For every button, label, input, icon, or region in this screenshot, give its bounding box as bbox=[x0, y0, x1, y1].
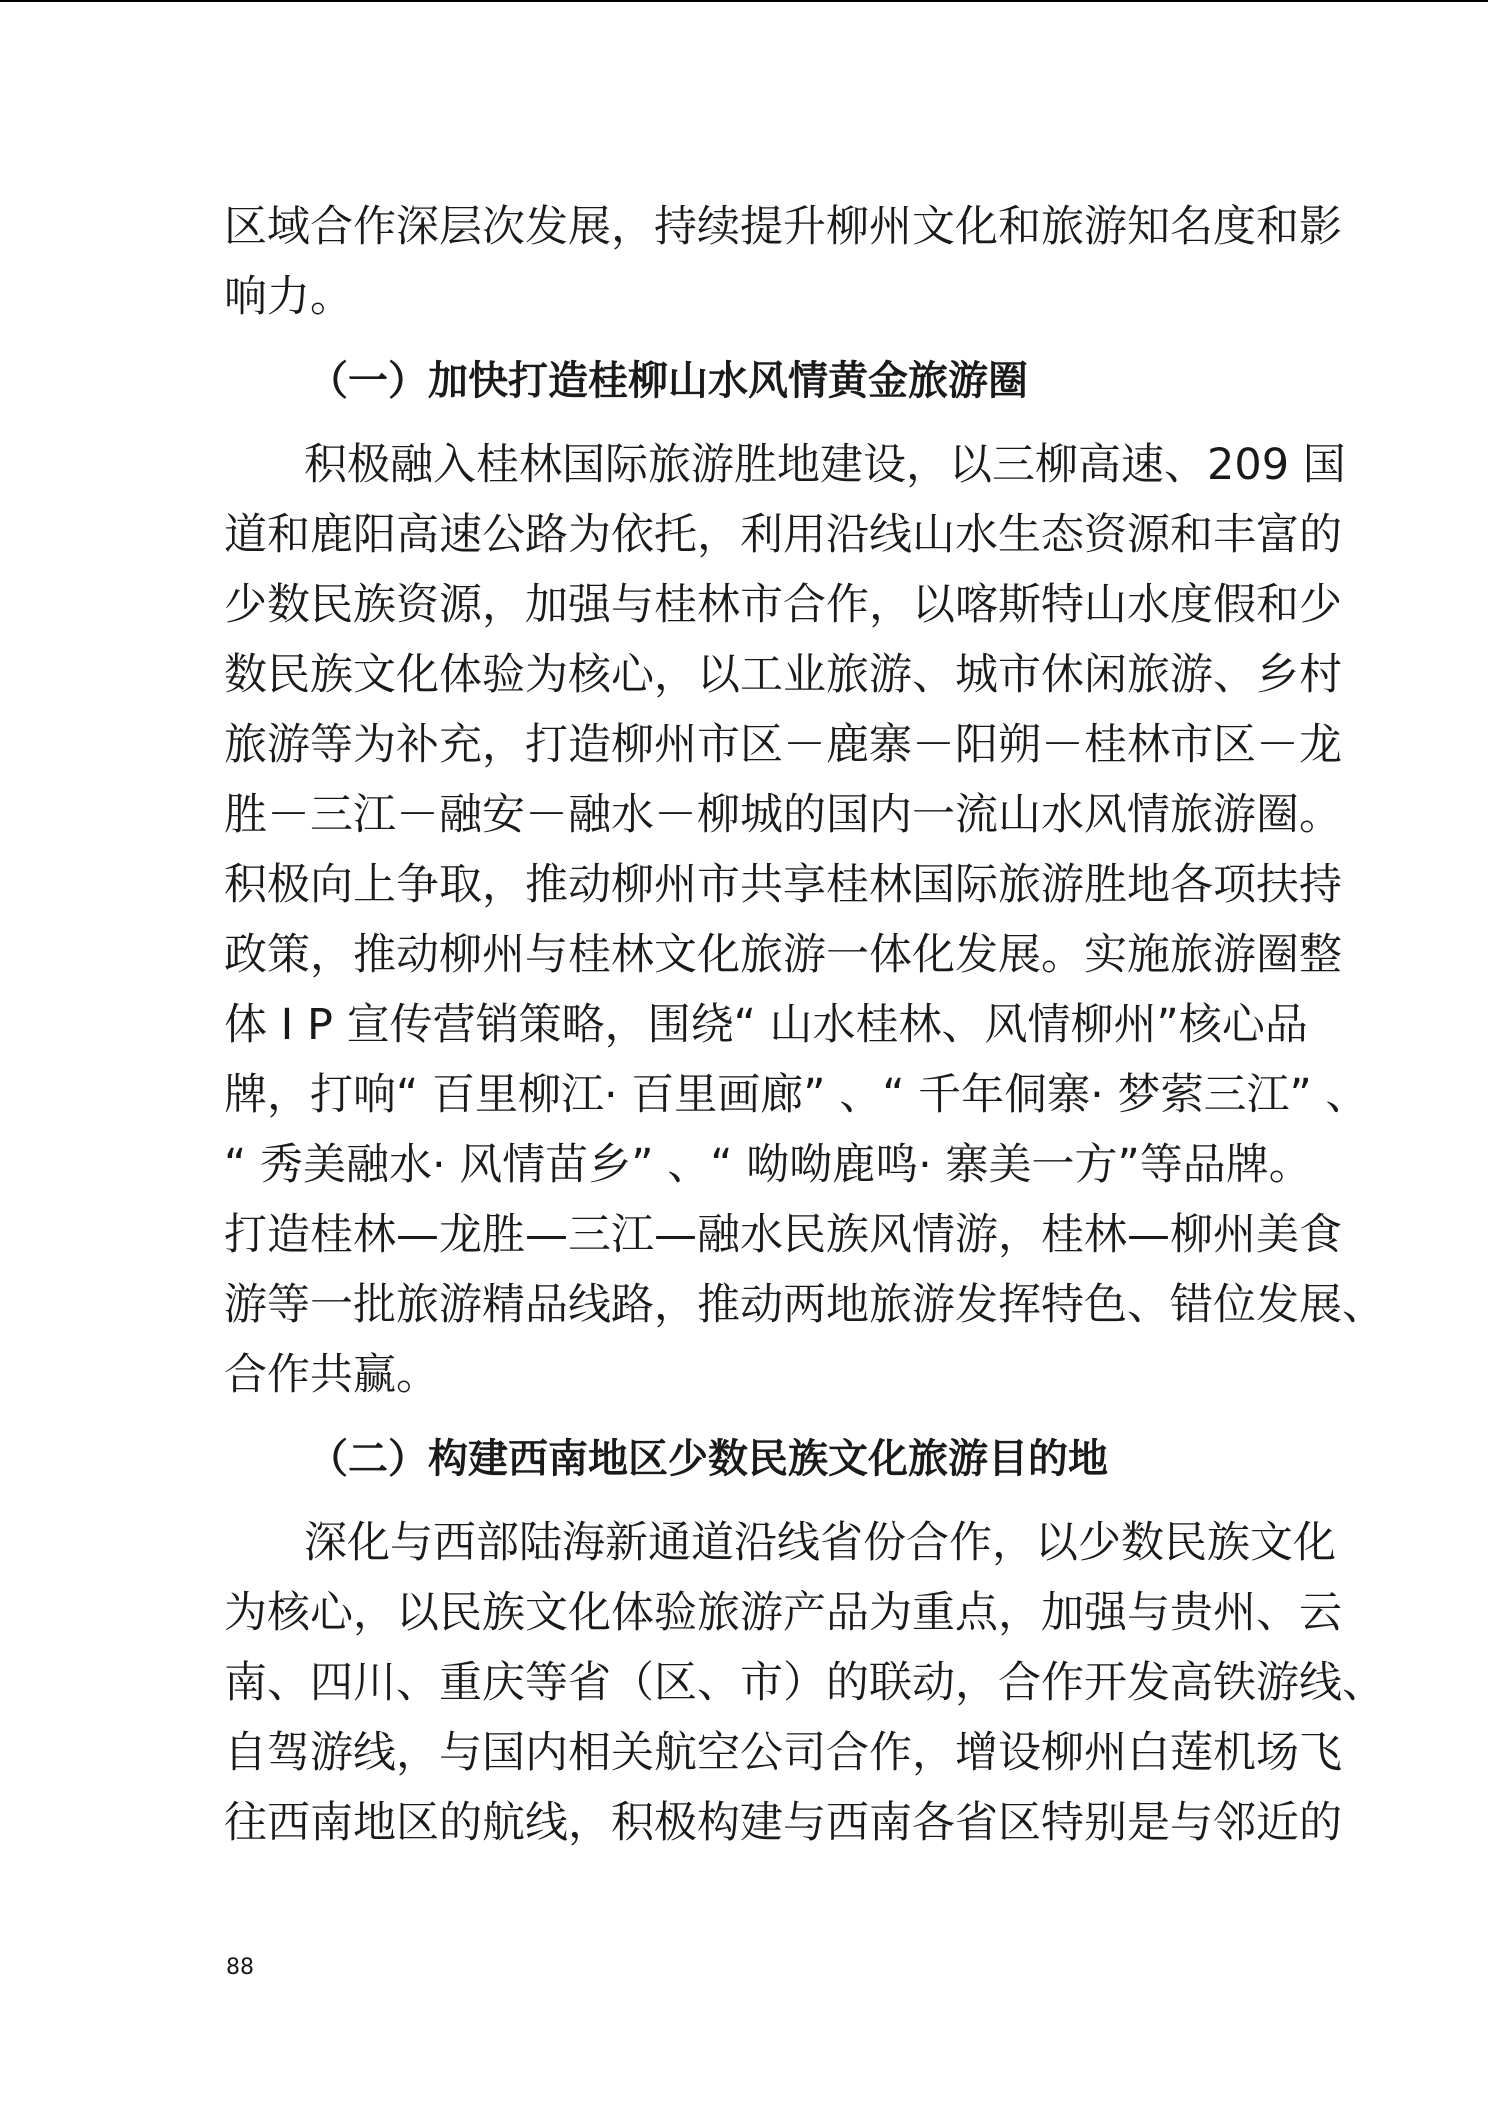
text-line: 区域合作深层次发展，持续提升柳州文化和旅游知名度和影 bbox=[224, 202, 1342, 252]
text-line: 旅游等为补充，打造柳州市区－鹿寨－阳朔－桂林市区－龙 bbox=[224, 720, 1342, 770]
page-body bbox=[224, 192, 1385, 1858]
text-line: 往西南地区的航线，积极构建与西南各省区特别是与邻近的 bbox=[224, 1798, 1342, 1848]
text-line: 自驾游线，与国内相关航空公司合作，增设柳州白莲机场飞 bbox=[224, 1728, 1342, 1778]
paragraph-continued bbox=[224, 192, 1342, 332]
text-line: 积极向上争取，推动柳州市共享桂林国际旅游胜地各项扶持 bbox=[224, 860, 1342, 910]
text-line: 南、四川、重庆等省（区、市）的联动，合作开发高铁游线、 bbox=[224, 1658, 1385, 1708]
text-line: 积极融入桂林国际旅游胜地建设，以三柳高速、209 国 bbox=[304, 440, 1346, 490]
text-line: 牌，打响“ 百里柳江· 百里画廊” 、“ 千年侗寨· 梦萦三江” 、 bbox=[224, 1070, 1369, 1120]
text-line: 深化与西部陆海新通道沿线省份合作，以少数民族文化 bbox=[304, 1518, 1336, 1568]
section-heading-2: （二）构建西南地区少数民族文化旅游目的地 bbox=[308, 1436, 1108, 1482]
paragraph-southwest bbox=[224, 1508, 1385, 1858]
section-heading-1: （一）加快打造桂柳山水风情黄金旅游圈 bbox=[308, 358, 1028, 404]
top-border-rule bbox=[0, 0, 1488, 2]
page-number: 88 bbox=[226, 1955, 254, 1980]
text-line: 政策，推动柳州与桂林文化旅游一体化发展。实施旅游圈整 bbox=[224, 930, 1342, 980]
text-line: 少数民族资源，加强与桂林市合作，以喀斯特山水度假和少 bbox=[224, 580, 1342, 630]
text-line: 胜－三江－融安－融水－柳城的国内一流山水风情旅游圈。 bbox=[224, 790, 1342, 840]
text-line: 响力。 bbox=[224, 272, 353, 322]
text-line: 道和鹿阳高速公路为依托，利用沿线山水生态资源和丰富的 bbox=[224, 510, 1342, 560]
text-line: “ 秀美融水· 风情苗乡” 、“ 呦呦鹿鸣· 寨美一方”等品牌。 bbox=[224, 1140, 1312, 1190]
text-line: 为核心，以民族文化体验旅游产品为重点，加强与贵州、云 bbox=[224, 1588, 1342, 1638]
text-line: 合作共赢。 bbox=[224, 1350, 439, 1400]
text-line: 体 I P 宣传营销策略，围绕“ 山水桂林、风情柳州”核心品 bbox=[224, 1000, 1308, 1050]
text-line: 游等一批旅游精品线路，推动两地旅游发挥特色、错位发展、 bbox=[224, 1280, 1385, 1330]
paragraph-guilin-liuzhou bbox=[224, 430, 1385, 1410]
text-line: 打造桂林—龙胜—三江—融水民族风情游，桂林—柳州美食 bbox=[224, 1210, 1342, 1260]
text-line: 数民族文化体验为核心，以工业旅游、城市休闲旅游、乡村 bbox=[224, 650, 1342, 700]
